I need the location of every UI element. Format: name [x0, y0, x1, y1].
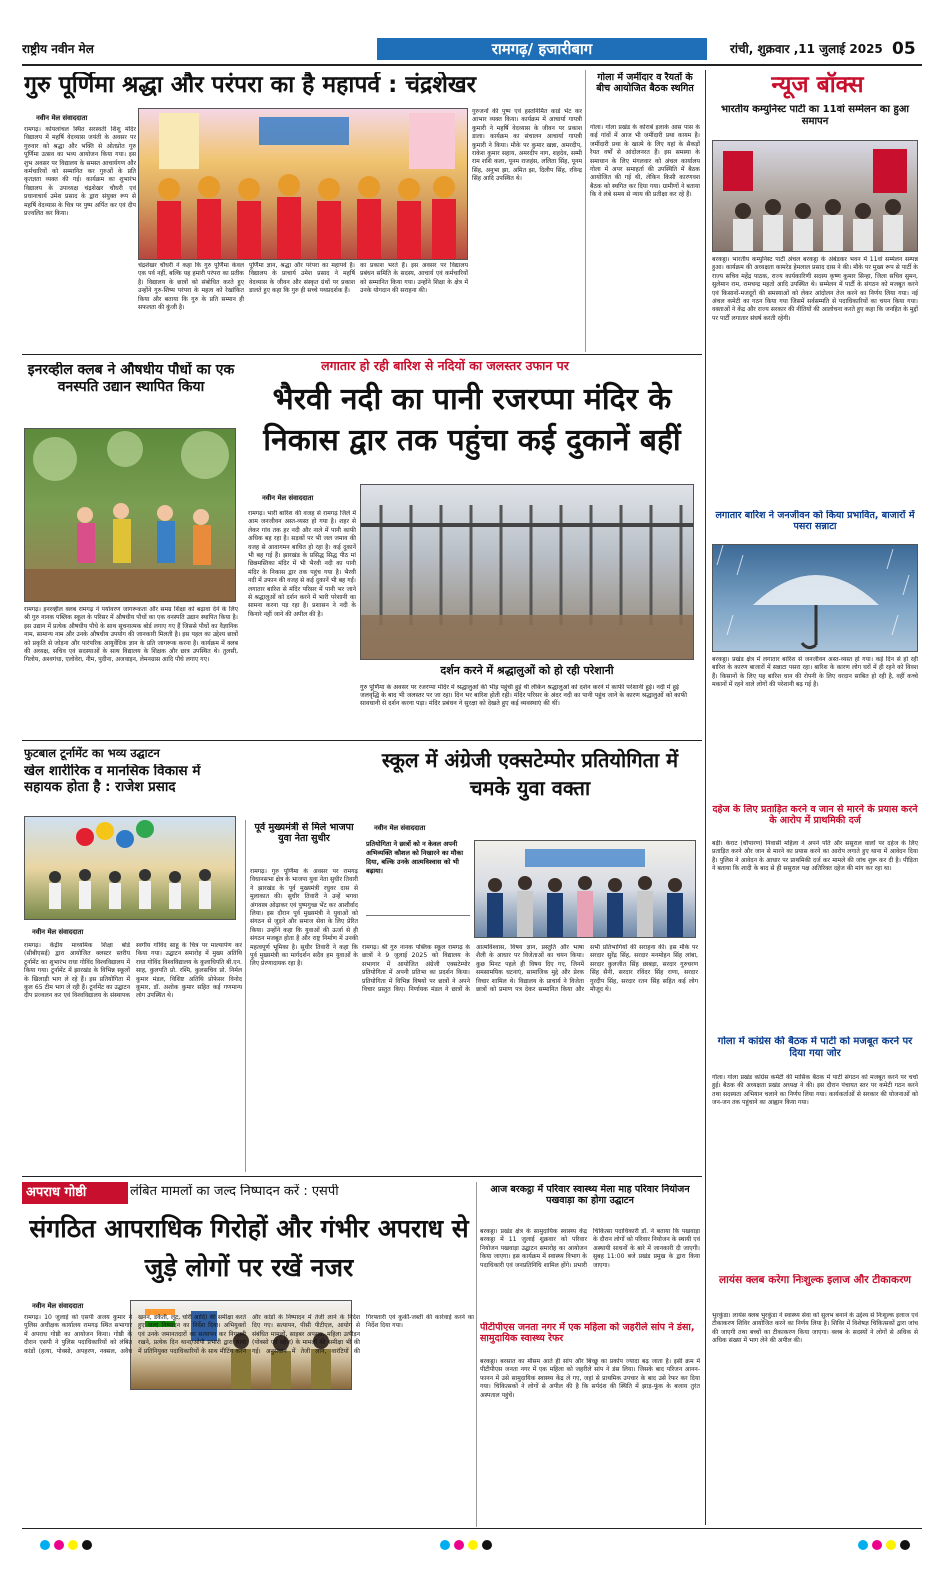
- bjp-body: रामगढ़। गुरु पूर्णिमा के अवसर पर रामगढ़ विधानसभा क्षेत्र के भाजपा युवा नेता सुधीर तिवारी ने झारखंड के पूर्व मुख्यमंत्री रघुवर दास से मुलाकात की। सुधीर तिवारी ने उन्हें भगवा अंगवस्त्र ओढ़ाकर एवं पुष्पगुच्छ भेंट कर आशीर्वाद लिया। इस दौरान पूर्व मुख्यमंत्री ने युवाओं को संगठन से जुड़ने और समाज सेवा के लिए प्रेरित किया। उन्होंने कहा कि युवाओं की ऊर्जा से ही संगठन मजबूत होता है और राष्ट्र निर्माण में उनकी महत्वपूर्ण भूमिका है। सुधीर तिवारी ने कहा कि पूर्व मुख्यमंत्री का मार्गदर्शन सदैव हम युवाओं के लिए प्रेरणादायक रहा है।: [250, 868, 358, 968]
- lead-body-col3: पूर्णिमा ज्ञान, श्रद्धा और परंपरा का महापर्व है। विद्यालय के प्राचार्य उमेश प्रसाद ने महर्षि वेदव्यास के जीवन और संस्कृत ग्रंथों पर प्रकाश डालते हुए कहा कि गुरु ही सच्चे पथप्रदर्शक हैं।: [249, 262, 355, 295]
- umbrella-icon: [713, 545, 918, 652]
- crime-subhead: लंबित मामलों का जल्द निष्पादन करें : एसपी: [130, 1184, 339, 1199]
- section-title: रामगढ़/ हजारीबाग: [377, 38, 707, 60]
- plant-headline: इनरव्हील क्लब ने औषधीय पौधों का एक वनस्पति उद्यान स्थापित किया: [27, 362, 235, 395]
- school-body: रामगढ़। श्री गुरु नानक पब्लिक स्कूल रामगढ़ के छात्रों ने 9 जुलाई 2025 को विद्यालय के सभागार में आयोजित अंग्रेजी एक्सटेम्पोर प्रतियोगिता में अपनी प्रतिभा का प्रदर्शन किया। प्रतियोगिता में विभिन्न विषयों पर छात्रों ने अपने विचार प्रस्तुत किए। निर्णायक मंडल ने छात्रों के आत्मविश्वास, विषय ज्ञान, प्रस्तुति और भाषा शैली के आधार पर विजेताओं का चयन किया। कुछ मिनट पहले ही विषय दिए गए, जिनमें समसामयिक घटनाएं, सामाजिक मुद्दे और प्रेरक विचार शामिल थे। विद्यालय के प्राचार्य ने विजेता छात्रों को प्रमाण पत्र देकर सम्मानित किया और सभी प्रतिभागियों की सराहना की। इस मौके पर सरदार सुरेंद्र सिंह, सरदार मनमोहन सिंह लांबा, सरदार कुलजीत सिंह छाबड़ा, सरदार गुरुचरण सिंह सैनी, सरदार रविंदर सिंह राणा, सरदार गुरदीप सिंह, सरदार रतन सिंह सहित कई लोग मौजूद थे।: [362, 944, 698, 994]
- header-rule: [22, 64, 922, 66]
- lead-body-col5: गुरुजनों की पुष्प एवं हस्तनिर्मित कार्ड भेंट कर आभार व्यक्त किया। कार्यक्रम में आचार्या गायत्री कुमारी ने महर्षि वेदव्यास के जीवन पर प्रकाश डाला। कार्यक्रम का संचालन आचार्या गायत्री कुमारी ने किया। मौके पर कुमार खन्ना, अमरदीप, राकेश कुमार सहाय, अमरदीप नाग, शहदेव, सम्मी राम शशि कला, पूनम राजहंस, ललिता सिंह, पूनम सिंह, अनुभा झा, अमित झा, दिलीप सिंह, रविन्द्र सिंह आदि उपस्थित थे।: [472, 108, 582, 183]
- lead-body-col1: रामगढ़। कोयलांचल स्थित सरस्वती शिशु मंदिर विद्यालय में महर्षि वेदव्यास जयंती के अवसर पर गुरुवार को श्रद्धा और भक्ति से ओतप्रोत गुरु पूर्णिमा उत्सव का भव्य आयोजन किया गया। इस शुभ अवसर पर विद्यालय के समस्त आचार्यगण और कर्मचारियों को सम्मानित कर गुरुओं के प्रति कृतज्ञता व्यक्त की गई। कार्यक्रम का शुभारंभ विद्यालय के उपाध्यक्ष चंद्रशेखर चौधरी एवं प्रधानाचार्य उमेश प्रसाद के द्वारा संयुक्त रूप से महर्षि वेदव्यास के चित्र पर पुष्प अर्पित कर एवं दीप प्रज्वलित कर किया।: [24, 126, 136, 218]
- news-box-2-body: बरकट्ठा। प्रखंड क्षेत्र में लगातार बारिश से जनजीवन अस्त-व्यस्त हो गया। कई दिन से हो रही बारिश के कारण बाजारों में सन्नाटा पसरा रहा। बारिश के कारण लोग घरों में ही रहने को विवश हैं। किसानों के लिए यह बारिश धान की रोपनी के लिए वरदान साबित हो रही है, वहीं कच्चे मकानों में रहने वाले लोगों की परेशानी बढ़ गई है।: [712, 656, 918, 689]
- registration-marks-right: [858, 1540, 910, 1550]
- crowd-illustration: [713, 141, 918, 252]
- flood-kicker: लगातार हो रही बारिश से नदियों का जलस्तर उफान पर: [321, 358, 569, 373]
- temple-gate-illustration: [361, 485, 694, 660]
- football-photo: [24, 816, 236, 920]
- news-box-3-body: बड़ी। केराट (चौपारण) निवासी महिला ने अपने पति और ससुराल वालों पर दहेज के लिए प्रताड़ित करने और जान से मारने का प्रयास करने का आरोप लगाते हुए थाना में आवेदन दिया है। पुलिस ने आवेदन के आधार पर प्राथमिकी दर्ज कर मामले की जांच शुरू कर दी है। पीड़िता ने बताया कि शादी के बाद से ही ससुराल पक्ष अतिरिक्त दहेज की मांग कर रहा था।: [712, 840, 918, 873]
- football-kicker: फुटबाल टूर्नामेंट का भव्य उद्घाटन: [24, 746, 160, 760]
- news-box-2-headline: लगातार बारिश ने जनजीवन को किया प्रभावित, बाजारों में पसरा सन्नाटा: [715, 510, 915, 533]
- masthead: [22, 38, 922, 64]
- crime-byline: नवीन मेल संवाददाता: [32, 1302, 84, 1310]
- news-box-5-body: भुरकुंडा। लायंस क्लब भुरकुंडा ने स्वास्थ्य सेवा को सुलभ बनाने के उद्देश्य से निःशुल्क इलाज एवं टीकाकरण शिविर आयोजित करने का निर्णय लिया है। शिविर में विशेषज्ञ चिकित्सकों द्वारा जांच की जाएगी तथा बच्चों का टीकाकरण किया जाएगा। क्लब के सदस्यों ने लोगों से अधिक से अधिक संख्या में भाग लेने की अपील की।: [712, 1312, 918, 1345]
- flood-headline: भैरवी नदी का पानी रजरप्पा मंदिर के निकास द्वार तक पहुंचा कई दुकानें बहीं: [263, 382, 681, 458]
- flood-caption: गुरु पूर्णिमा के अवसर पर रजरप्पा मंदिर में श्रद्धालुओं की भीड़ पहुंची हुई थी लेकिन श्रद्धालुओं को दर्शन करने में काफी परेशानी हुई। नदी में हुई जलवृद्धि के बाद भी जलस्तर पर जा रहा। दिन भर बारिश होती रही। मंदिर परिसर के अंदर नदी का पानी पहुंच जाने के कारण श्रद्धालुओं को काफी सावधानी से दर्शन करना पड़ा। मंदिर प्रबंधन ने सुरक्षा को देखते हुए कई व्यवस्थाएं की थीं।: [360, 684, 688, 708]
- registration-marks-left: [40, 1540, 92, 1550]
- family-body: बरकट्ठा। प्रखंड क्षेत्र के सामुदायिक स्वास्थ्य केंद्र बरकट्ठा में 11 जुलाई शुक्रवार को परिवार नियोजन पखवाड़ा उद्घाटन समारोह का आयोजन किया जाएगा। इस कार्यक्रम में स्वास्थ्य विभाग के पदाधिकारी एवं जनप्रतिनिधि शामिल होंगे। प्रभारी चिकित्सा पदाधिकारी डॉ. ने बताया कि पखवाड़ा के दौरान लोगों को परिवार नियोजन के स्थायी एवं अस्थायी साधनों के बारे में जानकारी दी जाएगी। सुबह 11:00 बजे प्रखंड प्रमुख के द्वारा किया जाएगा।: [480, 1228, 700, 1269]
- page-number: 05: [892, 39, 916, 59]
- gola-headline: गोला में जमींदार व रैयतों के बीच आयोजित बैठक स्थगित: [596, 72, 694, 95]
- news-box-label: न्यूज बॉक्स: [771, 72, 864, 98]
- school-headline: स्कूल में अंग्रेजी एक्सटेम्पोर प्रतियोगिता में चमके युवा वक्ता: [381, 748, 679, 800]
- snake-body: बरकट्ठा। बरसात का मौसम आते ही सांप और बिच्छू का प्रकोप ज्यादा बढ़ जाता है। इसी क्रम में पीटीपीएस जनता नगर में एक महिला को जहरीले सांप ने डंस लिया। जिसके बाद परिजन आनन-फानन में उसे सामुदायिक स्वास्थ्य केंद्र ले गए, जहां से प्राथमिक उपचार के बाद उसे रेफर कर दिया गया। चिकित्सकों ने लोगों से अपील की है कि सर्पदंश की स्थिति में झाड़-फूंक के बजाय तुरंत अस्पताल पहुंचें।: [480, 1358, 700, 1399]
- plantation-photo: [24, 428, 236, 602]
- snake-headline: पीटीपीएस जनता नगर में एक महिला को जहरीले सांप ने डंसा, सामुदायिक स्वास्थ्य रेफर: [480, 1322, 695, 1345]
- rain-umbrella-photo: [712, 544, 918, 652]
- flood-caption-title: दर्शन करने में श्रद्धालुओं को हो रही परेशानी: [440, 664, 614, 677]
- crime-body: रामगढ़। 10 जुलाई को एसपी अजय कुमार ने पुलिस अधीक्षक कार्यालय रामगढ़ स्थित सभागार में अपराध गोष्ठी का आयोजन किया। गोष्ठी के दौरान एसपी ने पुलिस पदाधिकारियों को लंबित कांडों (हत्या, पोक्सो, अपहरण, नक्सल, अवैध खनन, डकैती, लूट, चोरी आदि) की समीक्षा करते हुए जल्द निष्पादन का निर्देश दिया। अभियुक्तों एवं उनके जमानतदारों का सत्यापन कर निगरानी रखने, प्रत्येक दिन थाना/ओपी प्रभारी द्वारा थाना में प्रतिनियुक्त पदाधिकारियों के साथ मीटिंग करने और कांडों के निष्पादन में तेजी लाने के निर्देश दिए गए। सत्यापन, पीसी पीटीएल, आयोग से संबंधित मामलों, साइबर अपराध, महिला उत्पीड़न (पोक्सो एवं दहेज) के मामलों की समीक्षा भी की गई। अनुसंधान में तेजी लाने, वारंटियों की गिरफ्तारी एवं कुर्की-जब्ती की कार्रवाई करने का निर्देश दिया गया।: [24, 1314, 474, 1355]
- school-pull-quote: प्रतियोगिता ने छात्रों को न केवल अपनी अभिव्यक्ति कौशल को निखारने का मौका दिया, बल्कि उनके आत्मविश्वास को भी बढ़ाया।: [366, 840, 470, 916]
- plant-body: रामगढ़। इनरव्हील क्लब रामगढ़ ने पर्यावरण जागरूकता और समग्र शिक्षा को बढ़ावा देने के लिए श्री गुरु नानक पब्लिक स्कूल के परिसर में औषधीय पौधों का एक वनस्पति उद्यान स्थापित किया है। इस उद्यान में प्रत्येक औषधीय पौधे के साथ सूचनात्मक बोर्ड लगाए गए हैं जिससे पौधों का वैज्ञानिक नाम, सामान्य नाम और उनके औषधीय उपयोग की जानकारी मिलती है। इस पहल का उद्देश्य छात्रों को प्रकृति से जोड़ना और पारंपरिक आयुर्वेदिक ज्ञान के प्रति जागरूक करना है। कार्यक्रम में क्लब की अध्यक्ष, सचिव एवं सदस्याओं के साथ विद्यालय के शिक्षक और छात्र उपस्थित थे। तुलसी, गिलोय, अश्वगंधा, एलोवेरा, नीम, पुदीना, अजवाइन, लेमनग्रास आदि पौधे लगाए गए।: [24, 606, 238, 664]
- family-headline: आज बरकट्ठा में परिवार स्वास्थ्य मेला माह परिवार नियोजन पखवाड़ा का होगा उद्घाटन: [490, 1184, 690, 1207]
- news-box-5-headline: लायंस क्लब करेगा निःशुल्क इलाज और टीकाकरण: [719, 1274, 911, 1286]
- lead-body-col2: चंद्रशेखर चौधरी ने कहा कि गुरु पूर्णिमा केवल एक पर्व नहीं, बल्कि यह हमारी परंपरा का प्रतीक है। विद्यालय के छात्रों को संबोधित करते हुए उन्होंने गुरु-शिष्य परंपरा के महत्व को रेखांकित किया और बताया कि गुरु के प्रति सम्मान ही सफलता की कुंजी है।: [138, 262, 244, 312]
- dateline: रांची, शुक्रवार ,11 जुलाई 2025: [730, 42, 883, 56]
- lead-photo: [138, 108, 468, 260]
- registration-marks-center: [440, 1540, 492, 1550]
- crime-headline: संगठित आपराधिक गिरोहों और गंभीर अपराध से जुड़े लोगों पर रखें नजर: [29, 1214, 469, 1282]
- cpi-conference-photo: [712, 140, 918, 252]
- school-photo: [474, 840, 696, 938]
- football-body: रामगढ़। केंद्रीय माध्यमिक शिक्षा बोर्ड (सीबीएसई) द्वारा आयोजित क्लस्टर स्तरीय टूर्नामेंट का शुभारंभ राधा गोविंद विश्वविद्यालय में किया गया। टूर्नामेंट में झारखंड के विभिन्न स्कूलों के खिलाड़ी भाग ले रहे हैं। इस प्रतियोगिता में कुल 65 टीम भाग ले रही हैं। टूर्नामेंट का उद्घाटन दीप प्रज्वलन कर एवं विश्वविद्यालय के संस्थापक स्वर्गीय गोविंद साहू के चित्र पर माल्यार्पण कर किया गया। उद्घाटन समारोह में मुख्य अतिथि राधा गोविंद विश्वविद्यालय के कुलाधिपति बी.एन. साह, कुलपति प्रो. रश्मि, कुलसचिव प्रो. निर्मल कुमार मंडल, विशिष्ट अतिथि प्रोफेसर विनोद कुमार, डॉ. अशोक कुमार सहित कई गणमान्य लोग उपस्थित थे।: [24, 942, 242, 1000]
- bjp-headline: पूर्व मुख्यमंत्री से मिले भाजपा युवा नेता सुधीर: [254, 822, 354, 845]
- news-box-3-headline: दहेज के लिए प्रताड़ित करने व जान से मारने के प्रयास करने के आरोप में प्राथमिकी दर्ज: [712, 804, 918, 827]
- school-byline: नवीन मेल संवाददाता: [374, 824, 426, 832]
- paper-name: राष्ट्रीय नवीन मेल: [22, 42, 94, 56]
- news-box-4-headline: गोला में कांग्रेस की बैठक में पार्टी को मजबूत करने पर दिया गया जोर: [717, 1036, 913, 1059]
- women-planting-illustration: [25, 429, 236, 602]
- news-box-1-headline: भारतीय कम्युनिस्ट पार्टी का 11वां सम्मेलन का हुआ समापन: [720, 104, 910, 127]
- lead-body-col4: का प्रकाश भरते हैं। इस अवसर पर विद्यालय प्रबंधन समिति के सदस्य, आचार्य एवं कर्मचारियों को सम्मानित किया गया। उन्होंने शिक्षा के क्षेत्र में उनके योगदान की सराहना की।: [360, 262, 468, 295]
- news-box-4-body: गोला। गोला प्रखंड कांग्रेस कमेटी की मासिक बैठक में पार्टी संगठन को मजबूत करने पर चर्चा हुई। बैठक की अध्यक्षता प्रखंड अध्यक्ष ने की। इस दौरान पंचायत स्तर पर कमेटी गठन करने तथा सदस्यता अभियान चलाने का निर्णय लिया गया। कार्यकर्ताओं से सरकार की योजनाओं को जन-जन तक पहुंचाने का आह्वान किया गया।: [712, 1074, 918, 1107]
- football-byline: नवीन मेल संवाददाता: [32, 928, 84, 936]
- news-box-1-body: बरकट्ठा। भारतीय कम्युनिस्ट पार्टी अंचल बरकट्ठा के अंबेडकर भवन में 11वां सम्मेलन सम्पन्न हुआ। कार्यक्रम की अध्यक्षता कामरेड हेमलाल प्रसाद दास ने की। मौके पर मुख्य रूप से पार्टी के राज्य सचिव महेंद्र पाठक, राज्य कार्यकारिणी सदस्य कृष्ण कुमार सिन्हा, जिला सचिव सुमन, सुलेमान राम, रामचन्द्र महतो आदि उपस्थित थे। सम्मेलन में पार्टी के संगठन को मजबूत करने एवं किसानों-मजदूरों की समस्याओं को लेकर आंदोलन तेज करने का निर्णय लिया गया। नई अंचल कमेटी का गठन किया गया जिसमें सर्वसम्मति से पदाधिकारियों का चयन किया गया। वक्ताओं ने केंद्र और राज्य सरकार की नीतियों की आलोचना करते हुए कहा कि जनहित के मुद्दों पर पार्टी लगातार संघर्ष करती रहेगी।: [712, 256, 918, 322]
- football-headline: खेल शारीरिक व मानसिक विकास में सहायक होता है : राजेश प्रसाद: [24, 764, 201, 795]
- children-group-illustration: [139, 109, 468, 260]
- lead-byline: नवीन मेल संवाददाता: [36, 114, 88, 122]
- flood-byline: नवीन मेल संवाददाता: [262, 494, 314, 502]
- balloons-illustration: [25, 817, 236, 920]
- temple-flood-photo: [360, 484, 694, 660]
- gola-body: गोला। गोला प्रखंड के कोराबे इलाके आस पास के कई गांवों में आज भी जमींदारी प्रथा कायम है। जमींदारी प्रथा के खात्मे के लिए यहां के सैकड़ों रैयत वर्षों से आंदोलनरत हैं। इस समस्या के समाधान के लिए मंगलवार को अंचल कार्यालय गोला में अपर समाहर्ता की उपस्थिति में बैठक आयोजित की गई थी, लेकिन किसी कारणवश बैठक को स्थगित कर दिया गया। ग्रामीणों ने बताया कि वे लंबे समय से न्याय की प्रतीक्षा कर रहे हैं।: [590, 124, 700, 199]
- crime-section-text: अपराध गोष्ठी: [26, 1185, 87, 1200]
- lead-headline: गुरु पूर्णिमा श्रद्धा और परंपरा का है महापर्व : चंद्रशेखर: [24, 72, 477, 98]
- students-group-illustration: [475, 841, 696, 938]
- flood-body: रामगढ़। भारी बारिश की वजह से रामगढ़ जिले में आम जनजीवन अस्त-व्यस्त हो गया है। शहर से लेकर गांव तक हर नदी और नाले में पानी काफी अधिक बह रहा है। सड़कों पर भी जल जमाव की वजह से आवागमन बाधित हो रहा है। कई दुकानें भी बह गई हैं। झारखंड के प्रसिद्ध सिद्ध पीठ मां छिन्नमस्तिका मंदिर में भी भैरवी नदी का पानी मंदिर के निकास द्वार तक पहुंच गया है। भैरवी नदी में उफान की वजह से कई दुकानें भी बह गईं। लगातार बारिश से मंदिर परिसर में पानी भर जाने से श्रद्धालुओं को दर्शन करने में भारी परेशानी का सामना करना पड़ रहा है। प्रशासन ने नदी के किनारे नहीं जाने की अपील की है।: [248, 510, 356, 618]
